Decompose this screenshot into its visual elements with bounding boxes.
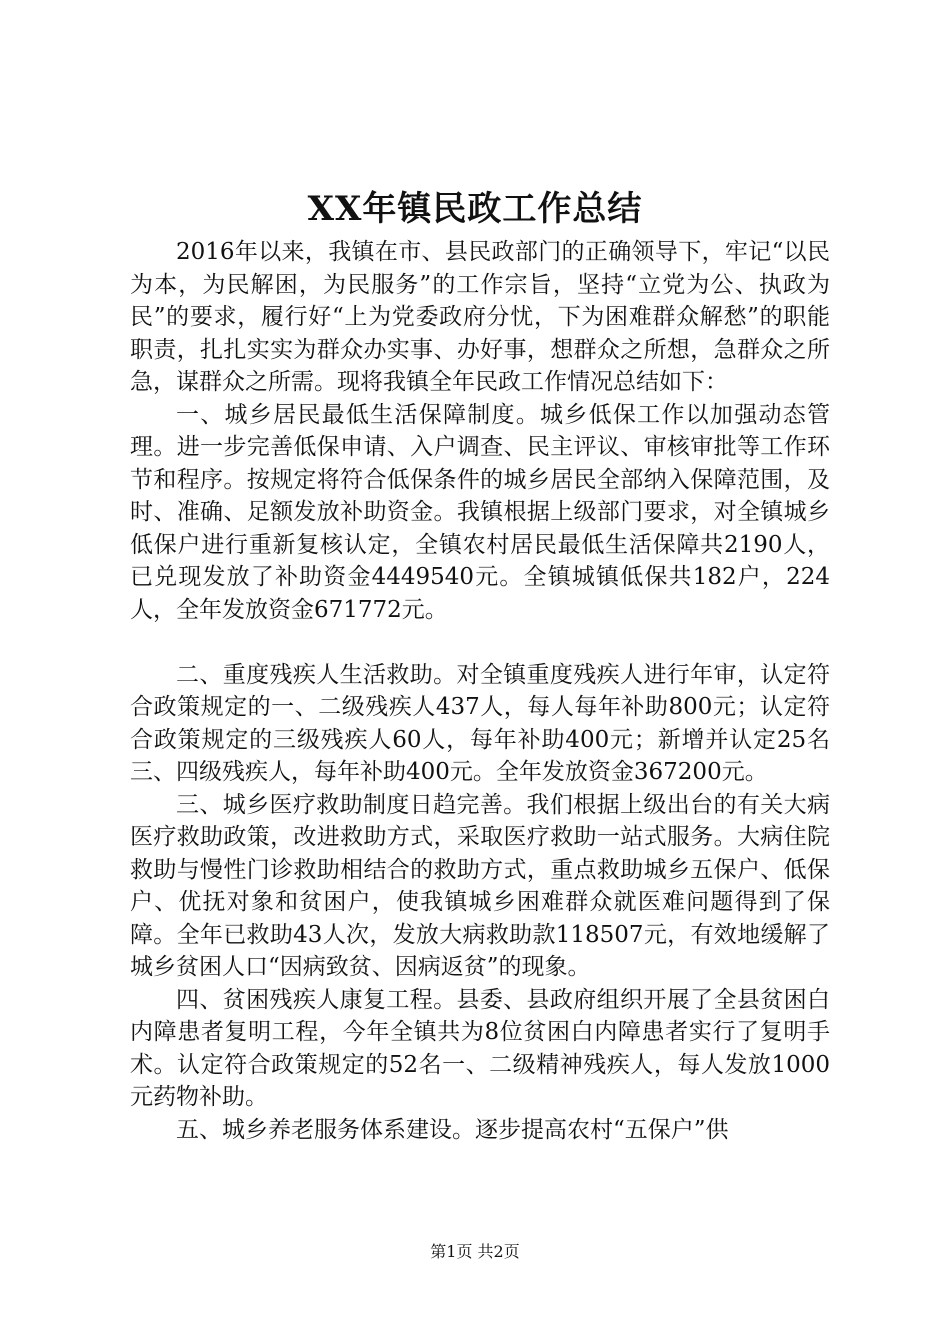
paragraph-section-5: 五、城乡养老服务体系建设。逐步提高农村“五保户”供 xyxy=(176,1116,729,1143)
paragraph-section-2: 二、重度残疾人生活救助。对全镇重度残疾人进行年审，认定符合政策规定的一、二级残疾人437人，每人每年补助800元；认定符合政策规定的三级残疾人60人，每年补助400元；新增并认定25名三、四级残疾人，每年补助400元。全年发放资金367200元。 xyxy=(130,661,830,785)
document-title: XX年镇民政工作总结 xyxy=(307,189,643,229)
document-body xyxy=(130,236,830,1146)
paragraph-section-4: 四、贫困残疾人康复工程。县委、县政府组织开展了全县贫困白内障患者复明工程，今年全镇共为8位贫困白内障患者实行了复明手术。认定符合政策规定的52名一、二级精神残疾人，每人发放1000元药物补助。 xyxy=(130,986,830,1110)
paragraph-section-3: 三、城乡医疗救助制度日趋完善。我们根据上级出台的有关大病医疗救助政策，改进救助方式，采取医疗救助一站式服务。大病住院救助与慢性门诊救助相结合的救助方式，重点救助城乡五保户、低保户、优抚对象和贫困户，使我镇城乡困难群众就医难问题得到了保障。全年已救助43人次，发放大病救助款118507元，有效地缓解了城乡贫困人口“因病致贫、因病返贫”的现象。 xyxy=(130,791,830,980)
paragraph-section-1: 一、城乡居民最低生活保障制度。城乡低保工作以加强动态管理。进一步完善低保申请、入户调查、民主评议、审核审批等工作环节和程序。按规定将符合低保条件的城乡居民全部纳入保障范围，及时、准确、足额发放补助资金。我镇根据上级部门要求，对全镇城乡低保户进行重新复核认定，全镇农村居民最低生活保障共2190人，已兑现发放了补助资金4449540元。全镇城镇低保共182户，224人，全年发放资金671772元。 xyxy=(130,401,830,623)
page-indicator: 第1页 共2页 xyxy=(430,1242,520,1261)
paragraph-intro: 2016年以来，我镇在市、县民政部门的正确领导下，牢记“以民为本，为民解困，为民服务”的工作宗旨，坚持“立党为公、执政为民”的要求，履行好“上为党委政府分忧，下为困难群众解愁”的职能职责，扎扎实实为群众办实事、办好事，想群众之所想，急群众之所急，谋群众之所需。现将我镇全年民政工作情况总结如下： xyxy=(130,239,830,395)
